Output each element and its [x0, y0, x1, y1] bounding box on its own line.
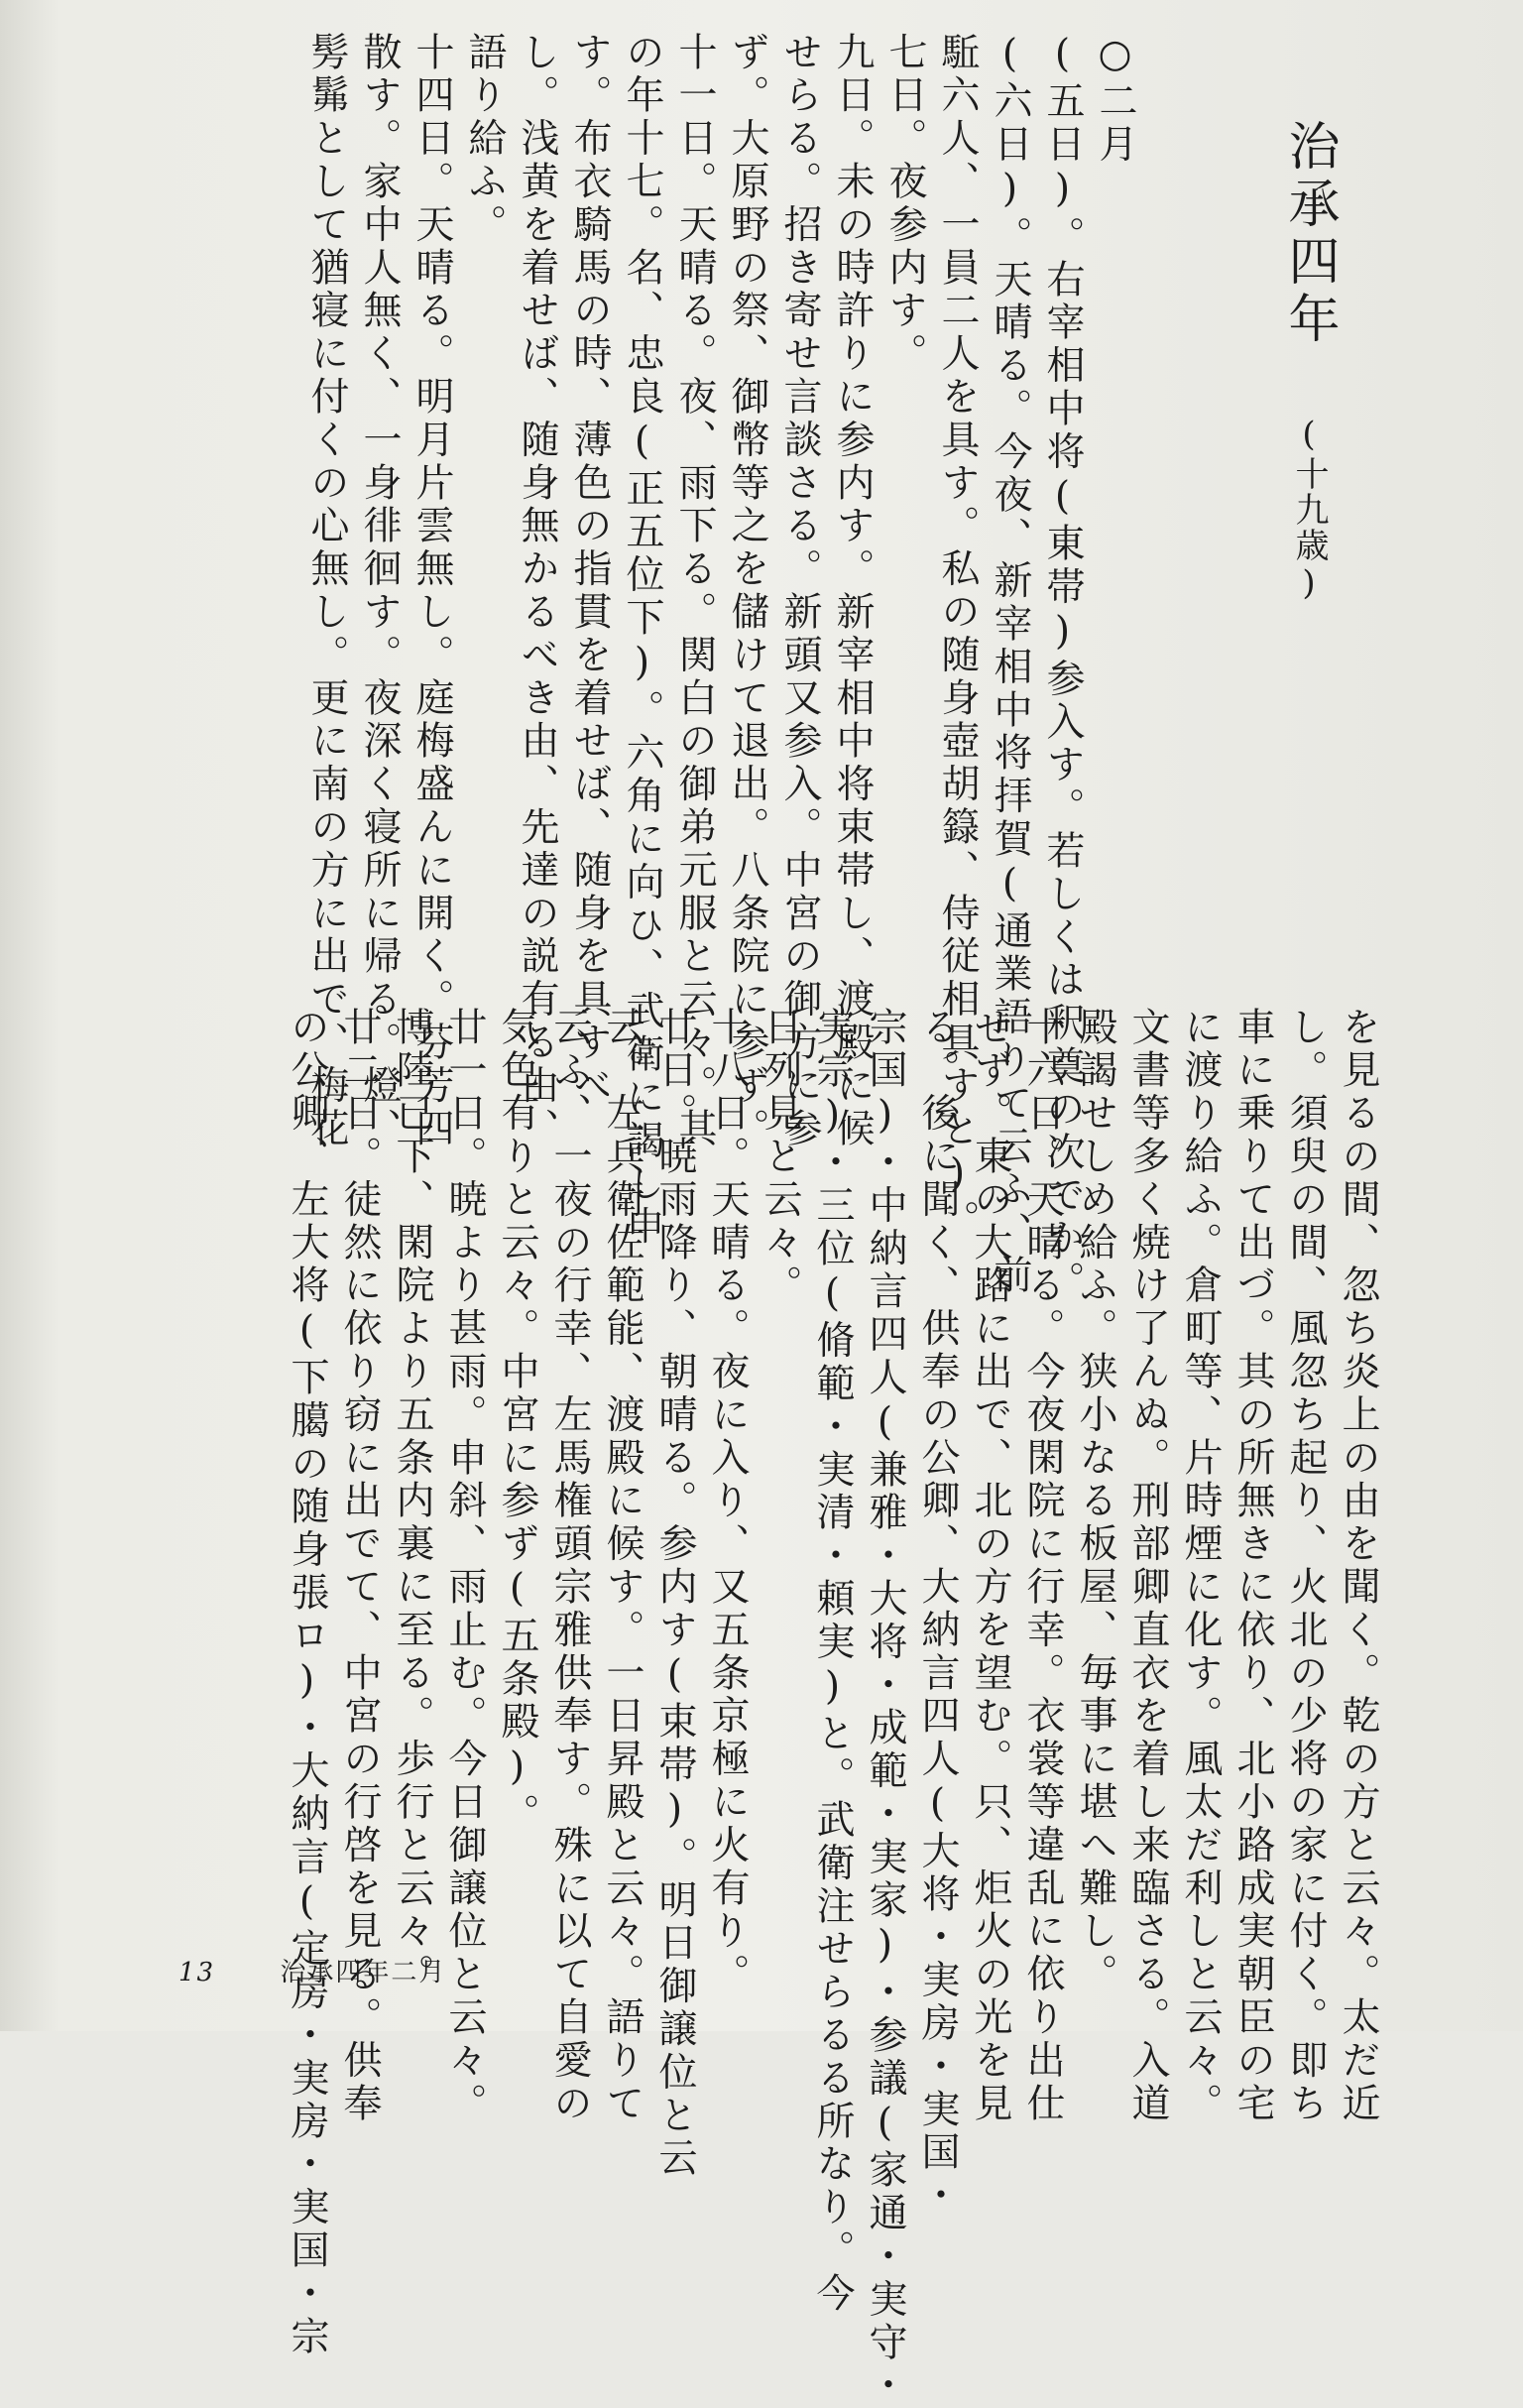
text-line: し。須臾の間、風忽ち起り、火北の少将の家に付く。即ち [1283, 1007, 1328, 2126]
text-line: 云。左兵衛佐範能、渡殿に候す。一日昇殿と云々。語りて [600, 1007, 644, 2126]
text-line: せず。東の大路に出で、北の方を望む。只、炬火の光を見 [968, 1007, 1012, 2126]
page-footer [178, 1952, 446, 1988]
text-line: 髣髴として猶寝に付くの心無し。更に南の方に出で、梅花 [304, 32, 349, 1151]
text-line: の公卿、左大将(下臈の随身張ロ)・大納言(定房・実房・実国・宗 [285, 1007, 329, 2359]
text-line: 云ふ、一夜の行幸、左馬権頭宗雅供奉す。殊に以て自愛の [547, 1007, 592, 2126]
text-line: 九日。未の時許りに参内す。新宰相中将束帯し、渡殿に候 [830, 32, 875, 1151]
text-line: 宗国)・中納言四人(兼雅・大将・成範・実家)・参議(家通・実守・ [863, 1007, 907, 2408]
text-line: し。浅黄を着せば、随身無かるべき由、先達の説有る由、 [515, 32, 559, 1151]
text-line: る。後に聞く、供奉の公卿、大納言四人(大将・実房・実国・ [915, 1007, 960, 2219]
text-line: に渡り給ふ。倉町等、片時煙に化す。風太だ利しと云々。 [1178, 1007, 1223, 2126]
text-line: 博陸已下、閑院より五条内裏に至る。歩行と云々。 [390, 1007, 434, 1997]
text-line: 気色有りと云々。中宮に参ず(五条殿)。 [495, 1007, 539, 1837]
chapter-title: 治承四年 [1279, 119, 1339, 349]
text-line: 廿一日。暁より甚雨。申斜、雨止む。今日御譲位と云々。 [442, 1007, 487, 2126]
text-line: 十八日。天晴る。夜に入り、又五条京極に火有り。 [705, 1007, 750, 1997]
text-line: 文書等多く焼け了んぬ。刑部卿直衣を着し来臨さる。入道 [1125, 1007, 1170, 2126]
text-line: (六日)。天晴る。今夜、新宰相中将拝賀(通業語りて云ふ、前 [988, 32, 1032, 1298]
text-line: 散す。家中人無く、一身徘徊す。夜深く寝所に帰る。燈、 [357, 32, 402, 1151]
page-number: 13 [178, 1958, 216, 1987]
text-line: 日列見と云々。 [758, 1007, 802, 1308]
chapter-age: (十九歳) [1289, 415, 1329, 605]
text-line: ○二月 [1093, 32, 1137, 168]
text-line: せらる。招き寄せ言談さる。新頭又参入。中宮の御方に参 [777, 32, 822, 1151]
text-line: ず。大原野の祭、御幣等之を儲けて退出。八条院に参ず。 [725, 32, 769, 1151]
text-line: 廿二日。徒然に依り窃に出でて、中宮の行啓を見る。供奉 [337, 1007, 382, 2126]
text-line: (五日)。右宰相中将(東帯)参入す。若しくは釈奠の次でか。 [1040, 32, 1085, 1304]
text-line: 七日。夜参内す。 [882, 32, 927, 377]
text-line: す。布衣騎馬の時、薄色の指貫を着せば、随身を具すべ [567, 32, 612, 1108]
text-line: 殿謁せしめ給ふ。狭小なる板屋、毎事に堪へ難し。 [1073, 1007, 1117, 1997]
text-line: の年十七。名、忠良(正五位下)。六角に向ひ、武衛に謁し申 [620, 32, 664, 1250]
text-line: 十一日。天晴る。夜、雨下る。関白の御弟元服と云々。其 [672, 32, 717, 1151]
text-line: 語り給ふ。 [462, 32, 507, 247]
chapter-heading [1279, 119, 1339, 635]
running-title: 治承四年二月 [280, 1958, 447, 1987]
text-line: 廿日。暁雨降り、朝晴る。参内す(束帯)。明日御譲位と云 [652, 1007, 697, 2181]
text-line: を見るの間、忽ち炎上の由を聞く。乾の方と云々。太だ近 [1336, 1007, 1380, 2126]
text-line: 駈六人、一員二人を具す。私の随身壺胡籙、侍従相具すと)。 [935, 32, 980, 1244]
text-line: 十四日。天晴る。明月片雲無し。庭梅盛んに開く。芬芳四 [410, 32, 454, 1151]
text-line: 車に乗りて出づ。其の所無きに依り、北小路成実朝臣の宅 [1230, 1007, 1275, 2126]
text-line: 十六日。天晴る。今夜閑院に行幸。衣裳等違乱に依り出仕 [1020, 1007, 1065, 2126]
text-line: 実宗)・三位(脩範・実清・頼実)と。武衛注せらるる所なり。今 [810, 1007, 855, 2316]
